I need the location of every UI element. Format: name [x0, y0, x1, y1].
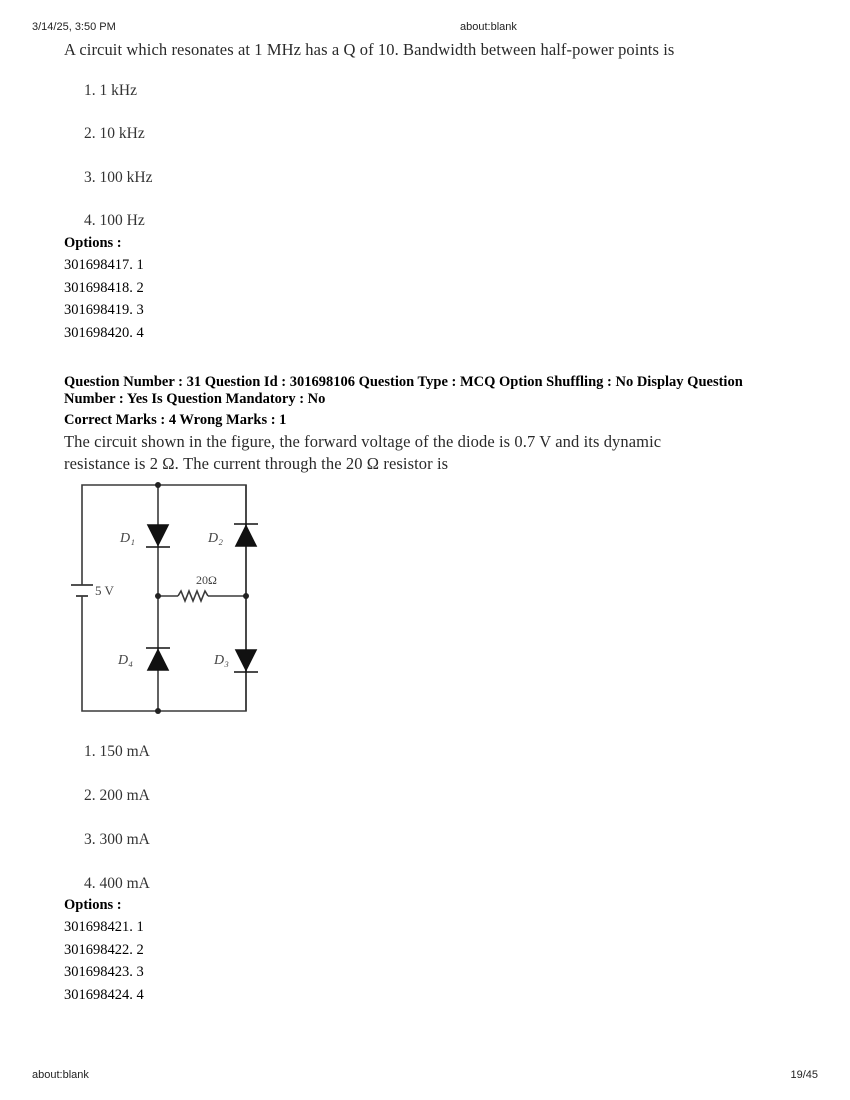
q31-marks: Correct Marks : 4 Wrong Marks : 1 [64, 412, 287, 428]
q31-option-id-4: 301698424. 4 [64, 987, 144, 1003]
print-page-number: 19/45 [790, 1069, 818, 1081]
q31-option-id-3: 301698423. 3 [64, 964, 144, 980]
q31-option-id-1: 301698421. 1 [64, 919, 144, 935]
print-footer-url: about:blank [32, 1069, 89, 1081]
q30-answer-1: 1. 1 kHz [84, 82, 137, 99]
q31-answer-1: 1. 150 mA [84, 743, 150, 760]
diode-d2 [234, 524, 258, 546]
label-resistor: 20Ω [196, 573, 217, 587]
label-d1: D₁ [120, 531, 135, 546]
label-source-voltage: 5 V [95, 583, 114, 598]
bridge-circuit-diagram [62, 478, 262, 723]
battery-5v-symbol [71, 585, 93, 596]
q31-meta-line-1: Question Number : 31 Question Id : 301698106 Question Type : MCQ Option Shuffling : No Display Question [64, 374, 743, 390]
q30-option-id-3: 301698419. 3 [64, 302, 144, 318]
question-31-text-line-2: resistance is 2 Ω. The current through the 20 Ω resistor is [64, 454, 449, 473]
label-d4: D₄ [118, 653, 133, 668]
question-30-text: A circuit which resonates at 1 MHz has a Q of 10. Bandwidth between half-power points is [64, 40, 675, 59]
q30-answer-4: 4. 100 Hz [84, 212, 145, 229]
q31-meta-line-2: Number : Yes Is Question Mandatory : No [64, 391, 326, 407]
label-d3: D₃ [214, 653, 229, 668]
circuit-outer-wire [82, 485, 246, 711]
q31-answer-4: 4. 400 mA [84, 875, 150, 892]
q31-options-heading: Options : [64, 897, 122, 913]
q30-answer-2: 2. 10 kHz [84, 125, 145, 142]
diode-d4 [146, 648, 170, 670]
q30-option-id-1: 301698417. 1 [64, 257, 144, 273]
q31-answer-2: 2. 200 mA [84, 787, 150, 804]
diode-d1 [146, 525, 170, 547]
diode-d3 [234, 650, 258, 672]
q30-option-id-2: 301698418. 2 [64, 280, 144, 296]
label-d2: D₂ [208, 531, 223, 546]
q30-answer-3: 3. 100 kHz [84, 169, 153, 186]
resistor-20-ohm [178, 591, 208, 601]
question-31-text-line-1: The circuit shown in the figure, the forward voltage of the diode is 0.7 V and its dynamic [64, 432, 662, 451]
q30-option-id-4: 301698420. 4 [64, 325, 144, 341]
print-date-time: 3/14/25, 3:50 PM [32, 21, 116, 33]
q31-option-id-2: 301698422. 2 [64, 942, 144, 958]
q31-answer-3: 3. 300 mA [84, 831, 150, 848]
print-page-title: about:blank [460, 21, 517, 33]
q30-options-heading: Options : [64, 235, 122, 251]
